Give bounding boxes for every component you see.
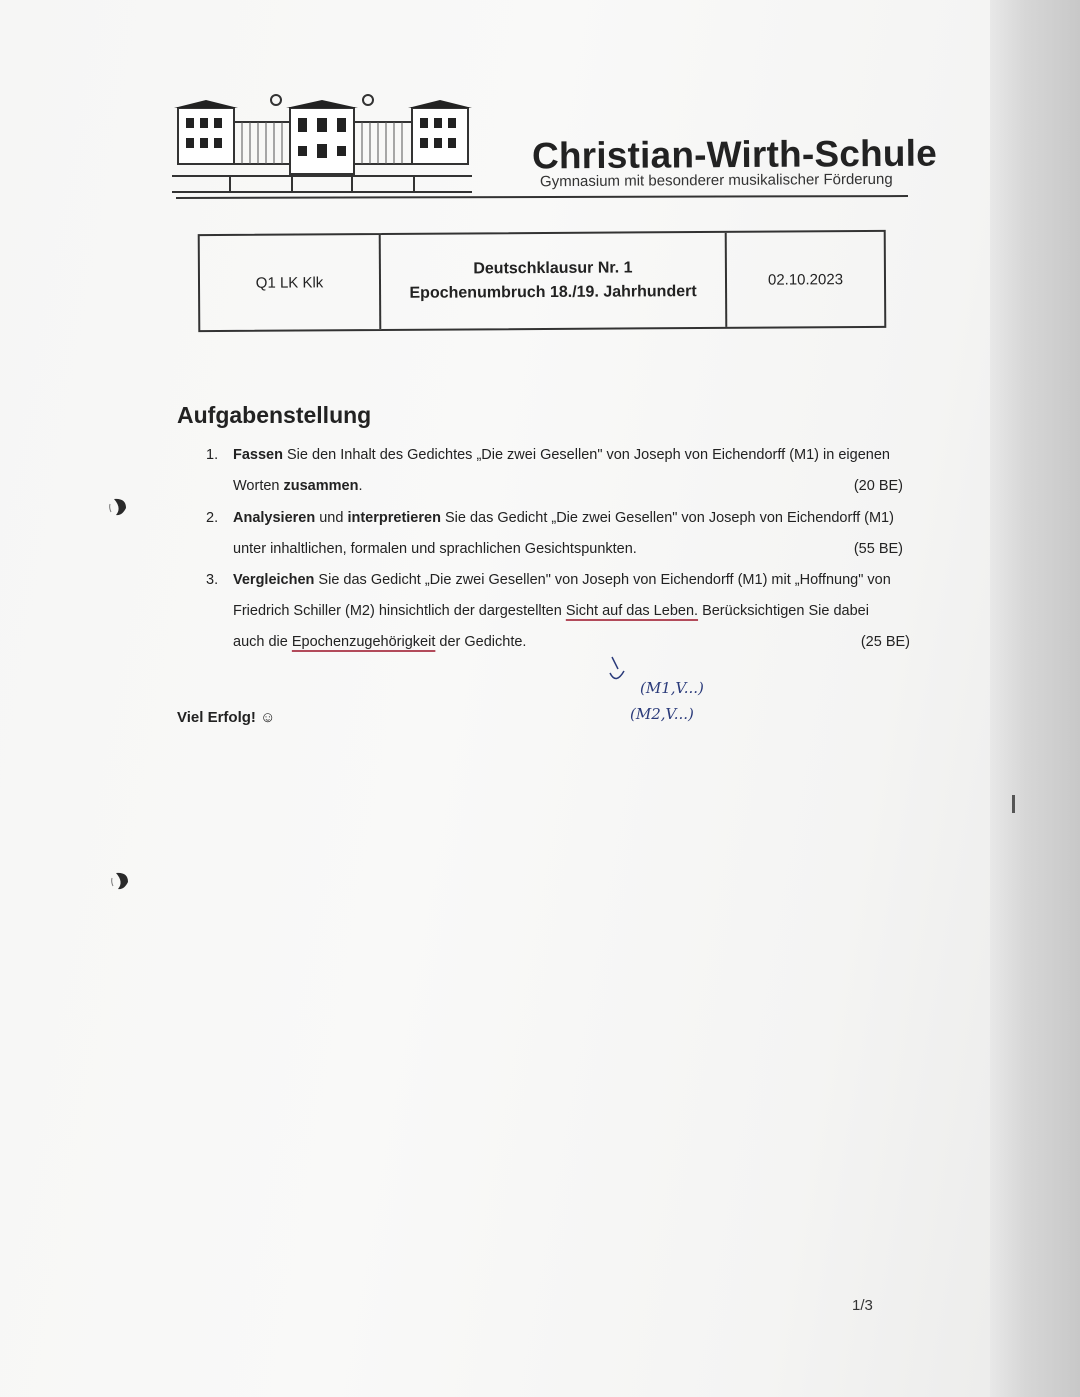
task-3: [206, 565, 916, 658]
handwritten-line-2: (M2,V...): [630, 705, 694, 723]
punch-hole-bottom: [108, 870, 130, 892]
task-text: Friedrich Schiller (M2) hinsichtlich der dargestellten: [233, 603, 566, 619]
task-text: unter inhaltlichen, formalen und sprachlichen Gesichtspunkten.: [233, 541, 637, 557]
exam-title-line2: Epochenumbruch 18./19. Jahrhundert: [409, 283, 697, 302]
task-line: [233, 471, 916, 502]
task-number: 2.: [206, 510, 219, 526]
task-text: Sie das Gedicht „Die zwei Gesellen" von Joseph von Eichendorff (M1): [440, 510, 894, 526]
school-logo-building-icon: [172, 92, 472, 202]
school-name: Christian-Wirth-Schule: [531, 132, 938, 177]
task-line: [233, 596, 916, 627]
handwritten-line-1: (M1,V...): [640, 679, 704, 697]
task-line: [233, 534, 916, 565]
underlined-phrase: Sicht auf das Leben.: [565, 603, 699, 619]
handwritten-note: [600, 655, 750, 735]
task-text: Sie den Inhalt des Gedichtes „Die zwei Gesellen" von Joseph von Eichendorff (M1) in eigenen: [282, 447, 890, 463]
school-subtitle: Gymnasium mit besonderer musikalischer Förderung: [539, 170, 893, 191]
course-cell: Q1 LK Klk: [200, 235, 382, 330]
task-text: auch die: [233, 634, 292, 650]
page-number: 1/3: [852, 1297, 873, 1314]
section-title: Aufgabenstellung: [177, 402, 372, 428]
task-line: [233, 440, 916, 471]
task-text: Sie das Gedicht „Die zwei Gesellen" von Joseph von Eichendorff (M1) mit „Hoffnung" von: [314, 572, 891, 588]
task-verb: zusammen: [283, 478, 359, 494]
task-points: (20 BE): [853, 478, 903, 494]
task-points: (55 BE): [853, 541, 903, 557]
page-shadow-edge: [990, 0, 1080, 1397]
task-text: .: [358, 478, 363, 494]
task-line: [233, 627, 916, 658]
task-verb: interpretieren: [347, 510, 441, 526]
exam-date-cell: 02.10.2023: [767, 270, 844, 289]
task-text: der Gedichte.: [435, 634, 527, 650]
task-number: 1.: [206, 447, 219, 463]
task-line: [233, 503, 916, 534]
task-text: Berücksichtigen Sie dabei: [698, 603, 869, 619]
exam-title-line1: Deutschklausur Nr. 1: [473, 259, 633, 278]
task-line: [233, 565, 916, 596]
task-text: und: [315, 510, 348, 526]
punch-hole-top: [106, 496, 128, 518]
exam-info-table: [198, 230, 887, 332]
task-points: (25 BE): [860, 634, 910, 650]
underlined-phrase: Epochenzugehörigkeit: [291, 634, 436, 650]
task-1: [206, 440, 916, 502]
task-verb: Analysieren: [233, 510, 316, 526]
task-2: [206, 503, 916, 565]
task-text: Worten: [233, 478, 284, 494]
task-verb: Vergleichen: [233, 572, 315, 588]
task-number: 3.: [206, 572, 219, 588]
margin-mark: [1012, 795, 1015, 813]
task-verb: Fassen: [233, 447, 283, 463]
exam-title-cell: [381, 233, 728, 329]
closing-greeting: Viel Erfolg! ☺: [177, 709, 276, 726]
